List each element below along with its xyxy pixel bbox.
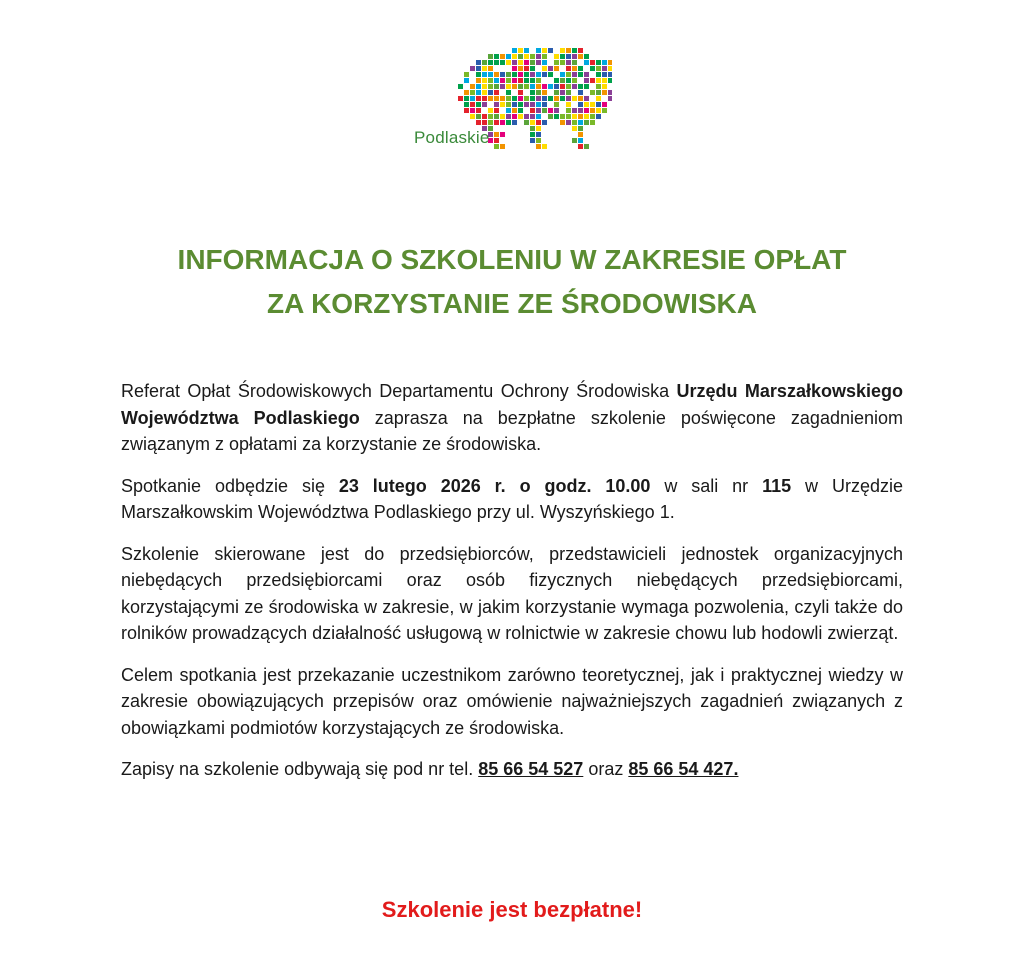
meeting-location: w Urzędzie Marszałkowskim Województwa Podlaskiego przy ul. Wyszyńskiego 1.	[121, 475, 903, 522]
meeting-text-room: w sali nr	[650, 475, 763, 496]
registration-text: Zapisy na szkolenie odbywają się pod nr tel.	[121, 759, 479, 779]
paragraph-meeting	[121, 473, 903, 526]
logo-text: Podlaskie	[414, 128, 490, 147]
paragraph-registration	[121, 756, 903, 783]
paragraph-audience: Szkolenie skierowane jest do przedsiębiorców, przedstawicieli jednostek organizacyjnych niebędących przedsiębiorcami oraz osób fizycznych niebędących przedsiębiorcami, korzystającymi ze środowiska w zakresie, w jakim korzystanie wymaga pozwolenia, czyli także do rolników prowadzących działalność usługową w rolnictwie w zakresie chowu lub hodowli zwierząt.	[121, 543, 903, 643]
body-text	[121, 378, 903, 798]
title-line-2: ZA KORZYSTANIE ZE ŚRODOWISKA	[267, 288, 757, 319]
room-number: 115	[762, 475, 792, 496]
meeting-text: Spotkanie odbędzie się	[121, 475, 339, 496]
intro-text-end: zaprasza na bezpłatne szkolenie poświęcone zagadnieniom związanym z opłatami za korzystanie ze środowiska.	[121, 407, 904, 454]
free-notice: Szkolenie jest bezpłatne!	[381, 897, 643, 922]
phone-link-1[interactable]: 85 66 54 527	[478, 759, 584, 779]
registration-text-and: oraz	[583, 759, 629, 779]
meeting-date: 23 lutego 2026 r. o godz. 10.00	[338, 475, 651, 496]
title-line-1: INFORMACJA O SZKOLENIU W ZAKRESIE OPŁAT	[177, 244, 847, 275]
phone-link-2[interactable]: 85 66 54 427.	[628, 759, 739, 779]
paragraph-goal: Celem spotkania jest przekazanie uczestnikom zarówno teoretycznej, jak i praktycznej wiedzy w zakresie obowiązujących przepisów oraz omówienie najważniejszych zagadnień związanych z obowiązkami podmiotów korzystających ze środowiska.	[121, 664, 903, 738]
office-name: Urzędu Marszałkowskiego Województwa Podlaskiego	[121, 381, 903, 428]
paragraph-intro	[121, 378, 903, 458]
page-title	[0, 238, 1024, 326]
podlaskie-logo	[412, 44, 612, 154]
intro-text: Referat Opłat Środowiskowych Departamentu Ochrony Środowiska	[121, 381, 677, 401]
